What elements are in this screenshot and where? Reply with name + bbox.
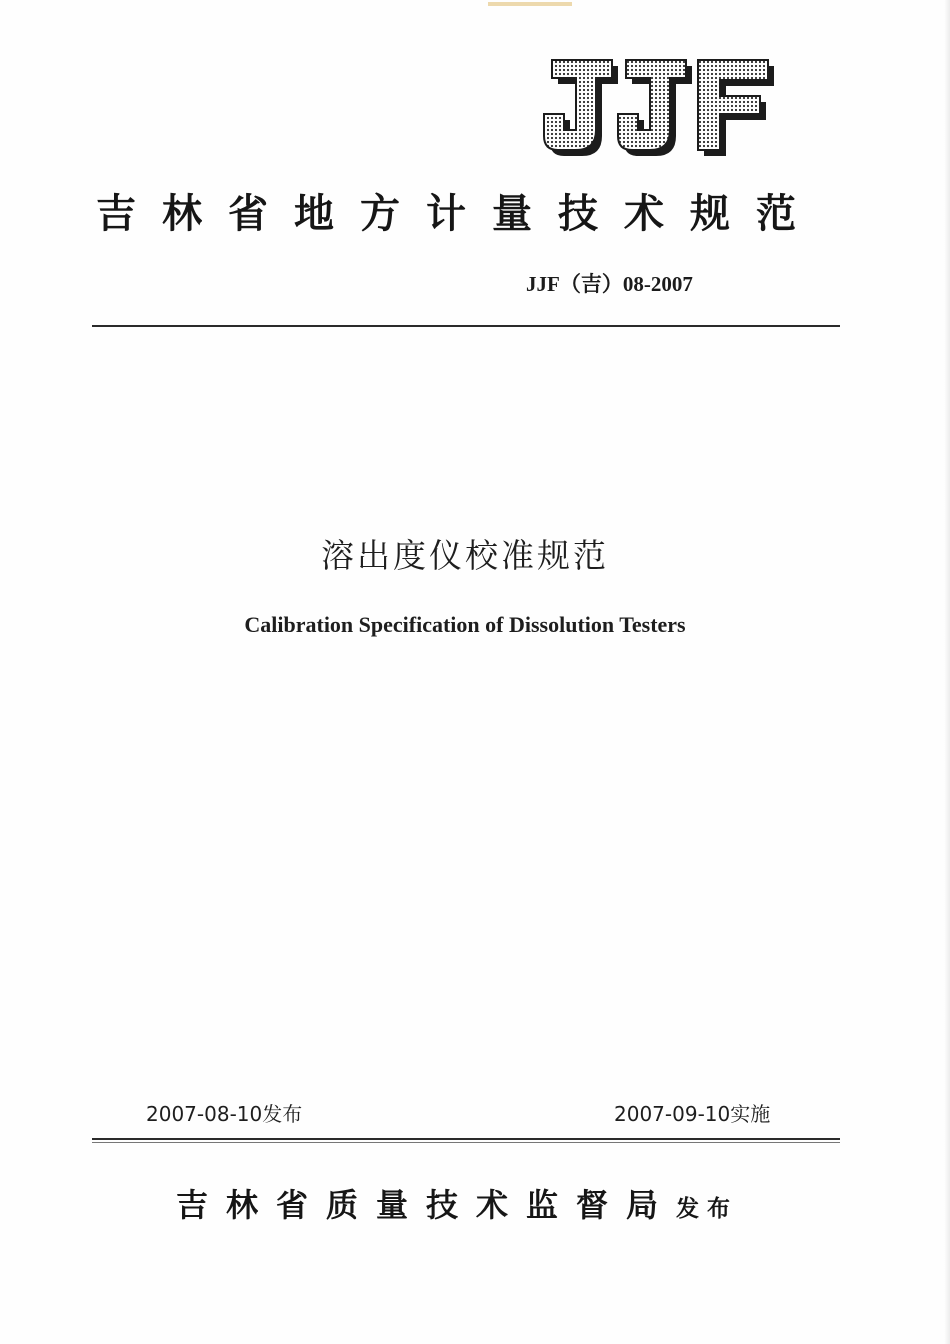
document-title-en: Calibration Specification of Dissolution Testers [244,612,686,637]
scan-mark [488,2,572,6]
bottom-divider [92,1138,840,1140]
publisher-suffix: 发布 [676,1195,739,1222]
publisher-name: 吉林省质量技术监督局 [176,1186,677,1224]
scan-edge [944,0,950,1344]
document-title-cn: 溶出度仪校准规范 [321,536,609,575]
issue-date: 2007-08-10发布 [146,1102,303,1126]
publisher [176,1180,738,1226]
top-divider [92,325,840,327]
implementation-date: 2007-09-10实施 [614,1102,771,1126]
series-title: 吉林省地方计量技术规范 [96,190,822,237]
document-code: JJF（吉）08-2007 [526,272,693,296]
jjf-logo [538,52,778,156]
bottom-divider-thin [92,1142,840,1143]
